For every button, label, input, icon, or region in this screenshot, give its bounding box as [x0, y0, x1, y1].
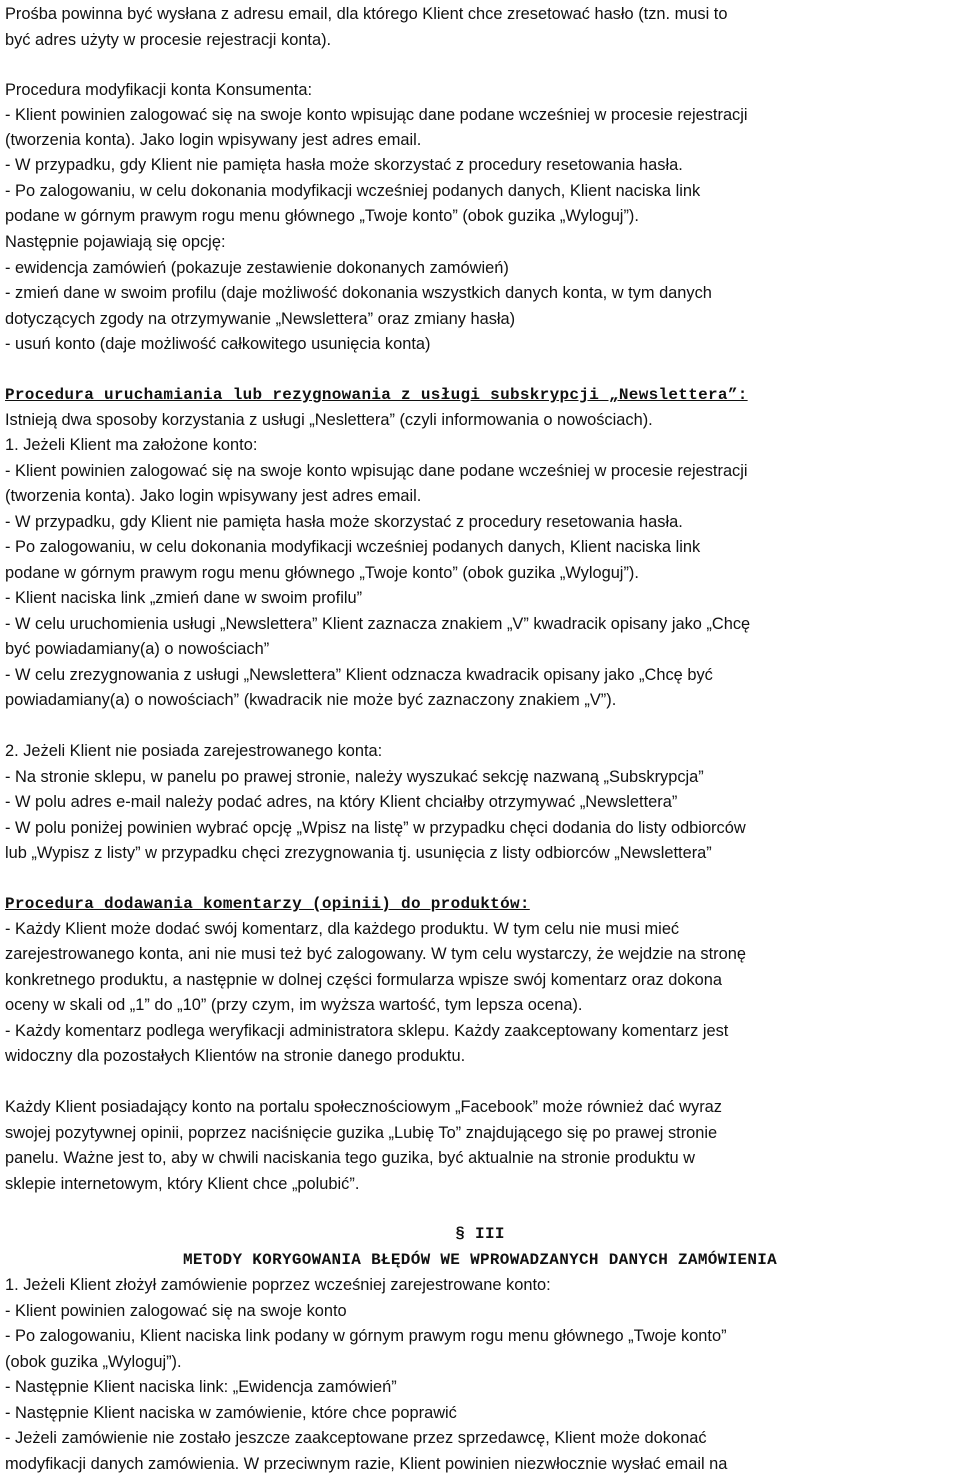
- text-line: Każdy Klient posiadający konto na portalu społecznościowym „Facebook” może również dać wyraz: [5, 1098, 722, 1116]
- text-line: być powiadamiany(a) o nowościach”: [5, 640, 270, 658]
- text-line: - Następnie Klient naciska w zamówienie, które chce poprawić: [5, 1404, 457, 1422]
- text-line: sklepie internetowym, który Klient chce „polubić”.: [5, 1175, 360, 1193]
- text-line: - ewidencja zamówień (pokazuje zestawienie dokonanych zamówień): [5, 259, 509, 277]
- text-line: - W celu uruchomienia usługi „Newslettera” Klient zaznacza znakiem „V” kwadracik opisany jako „Chcę: [5, 615, 751, 633]
- text-line: - Jeżeli zamówienie nie zostało jeszcze zaakceptowane przez sprzedawcę, Klient może dokonać: [5, 1429, 707, 1447]
- text-line: konkretnego produktu, a następnie w dolnej części formularza wpisze swój komentarz oraz dokona: [5, 971, 723, 989]
- text-line: (obok guzika „Wyloguj”).: [5, 1353, 182, 1371]
- text-line: podane w górnym prawym rogu menu głównego „Twoje konto” (obok guzika „Wyloguj”).: [5, 564, 639, 582]
- text-line: - Każdy Klient może dodać swój komentarz, dla każdego produktu. W tym celu nie musi mieć: [5, 920, 680, 938]
- text-line: - Na stronie sklepu, w panelu po prawej stronie, należy wyszukać sekcję nazwaną „Subskrypcja”: [5, 768, 704, 786]
- text-line: - Po zalogowaniu, Klient naciska link podany w górnym prawym rogu menu głównego „Twoje konto”: [5, 1327, 727, 1345]
- chapter-heading: METODY KORYGOWANIA BŁĘDÓW WE WPROWADZANYCH DANYCH ZAMÓWIENIA: [182, 1251, 778, 1269]
- text-line: - W polu poniżej powinien wybrać opcję „Wpisz na listę” w przypadku chęci dodania do listy odbiorców: [5, 819, 746, 837]
- text-line: 1. Jeżeli Klient złożył zamówienie poprzez wcześniej zarejestrowane konto:: [5, 1276, 551, 1294]
- text-line: - Po zalogowaniu, w celu dokonania modyfikacji wcześniej podanych danych, Klient naciska link: [5, 182, 701, 200]
- section-heading: Procedura uruchamiania lub rezygnowania z usługi subskrypcji „Newslettera”:: [5, 386, 748, 404]
- text-line: (tworzenia konta). Jako login wpisywany jest adres email.: [5, 131, 422, 149]
- text-line: 2. Jeżeli Klient nie posiada zarejestrowanego konta:: [5, 742, 383, 760]
- chapter-heading: § III: [455, 1225, 505, 1243]
- text-line: zarejestrowanego konta, ani nie musi też być zalogowany. W tym celu wystarczy, że wejdzie na stronę: [5, 945, 746, 963]
- text-line: modyfikacji danych zamówienia. W przeciwnym razie, Klient powinien niezwłocznie wysłać email na: [5, 1455, 728, 1473]
- text-line: lub „Wypisz z listy” w przypadku chęci zrezygnowania tj. usunięcia z listy odbiorców „Newslettera”: [5, 844, 712, 862]
- text-line: - W celu zrezygnowania z usługi „Newslettera” Klient odznacza kwadracik opisany jako „Chcę być: [5, 666, 713, 684]
- text-line: Prośba powinna być wysłana z adresu email, dla którego Klient chce zresetować hasło (tzn. musi to: [5, 5, 728, 23]
- text-line: - Klient powinien zalogować się na swoje konto wpisując dane podane wcześniej w procesie rejestracji: [5, 106, 748, 124]
- text-line: - Klient powinien zalogować się na swoje konto wpisując dane podane wcześniej w procesie rejestracji: [5, 462, 748, 480]
- text-line: - W przypadku, gdy Klient nie pamięta hasła może skorzystać z procedury resetowania hasła.: [5, 156, 683, 174]
- text-line: (tworzenia konta). Jako login wpisywany jest adres email.: [5, 487, 422, 505]
- text-line: - Klient naciska link „zmień dane w swoim profilu”: [5, 589, 363, 607]
- text-line: panelu. Ważne jest to, aby w chwili naciskania tego guzika, być aktualnie na stronie produktu w: [5, 1149, 695, 1167]
- text-line: swojej pozytywnej opinii, poprzez naciśnięcie guzika „Lubię To” znajdującego się po prawej stronie: [5, 1124, 718, 1142]
- text-line: - Każdy komentarz podlega weryfikacji administratora sklepu. Każdy zaakceptowany komentarz jest: [5, 1022, 729, 1040]
- text-line: - W polu adres e-mail należy podać adres, na który Klient chciałby otrzymywać „Newslettera”: [5, 793, 678, 811]
- text-line: - Po zalogowaniu, w celu dokonania modyfikacji wcześniej podanych danych, Klient naciska link: [5, 538, 701, 556]
- text-line: być adres użyty w procesie rejestracji konta).: [5, 31, 332, 49]
- text-line: - W przypadku, gdy Klient nie pamięta hasła może skorzystać z procedury resetowania hasła.: [5, 513, 683, 531]
- text-line: Następnie pojawiają się opcję:: [5, 233, 226, 251]
- text-line: podane w górnym prawym rogu menu głównego „Twoje konto” (obok guzika „Wyloguj”).: [5, 207, 639, 225]
- text-line: Istnieją dwa sposoby korzystania z usługi „Neslettera” (czyli informowania o nowościach).: [5, 411, 653, 429]
- text-line: - usuń konto (daje możliwość całkowitego usunięcia konta): [5, 335, 431, 353]
- text-line: Procedura modyfikacji konta Konsumenta:: [5, 81, 313, 99]
- text-line: - Następnie Klient naciska link: „Ewidencja zamówień”: [5, 1378, 397, 1396]
- text-line: dotyczących zgody na otrzymywanie „Newslettera” oraz zmiany hasła): [5, 310, 516, 328]
- text-line: - Klient powinien zalogować się na swoje konto: [5, 1302, 347, 1320]
- text-line: powiadamiany(a) o nowościach” (kwadracik nie może być zaznaczony znakiem „V”).: [5, 691, 617, 709]
- section-heading: Procedura dodawania komentarzy (opinii) do produktów:: [5, 895, 530, 913]
- text-line: - zmień dane w swoim profilu (daje możliwość dokonania wszystkich danych konta, w tym danych: [5, 284, 712, 302]
- text-line: 1. Jeżeli Klient ma założone konto:: [5, 436, 258, 454]
- text-line: widoczny dla pozostałych Klientów na stronie danego produktu.: [5, 1047, 466, 1065]
- text-line: oceny w skali od „1” do „10” (przy czym, im wyższa wartość, tym lepsza ocena).: [5, 996, 583, 1014]
